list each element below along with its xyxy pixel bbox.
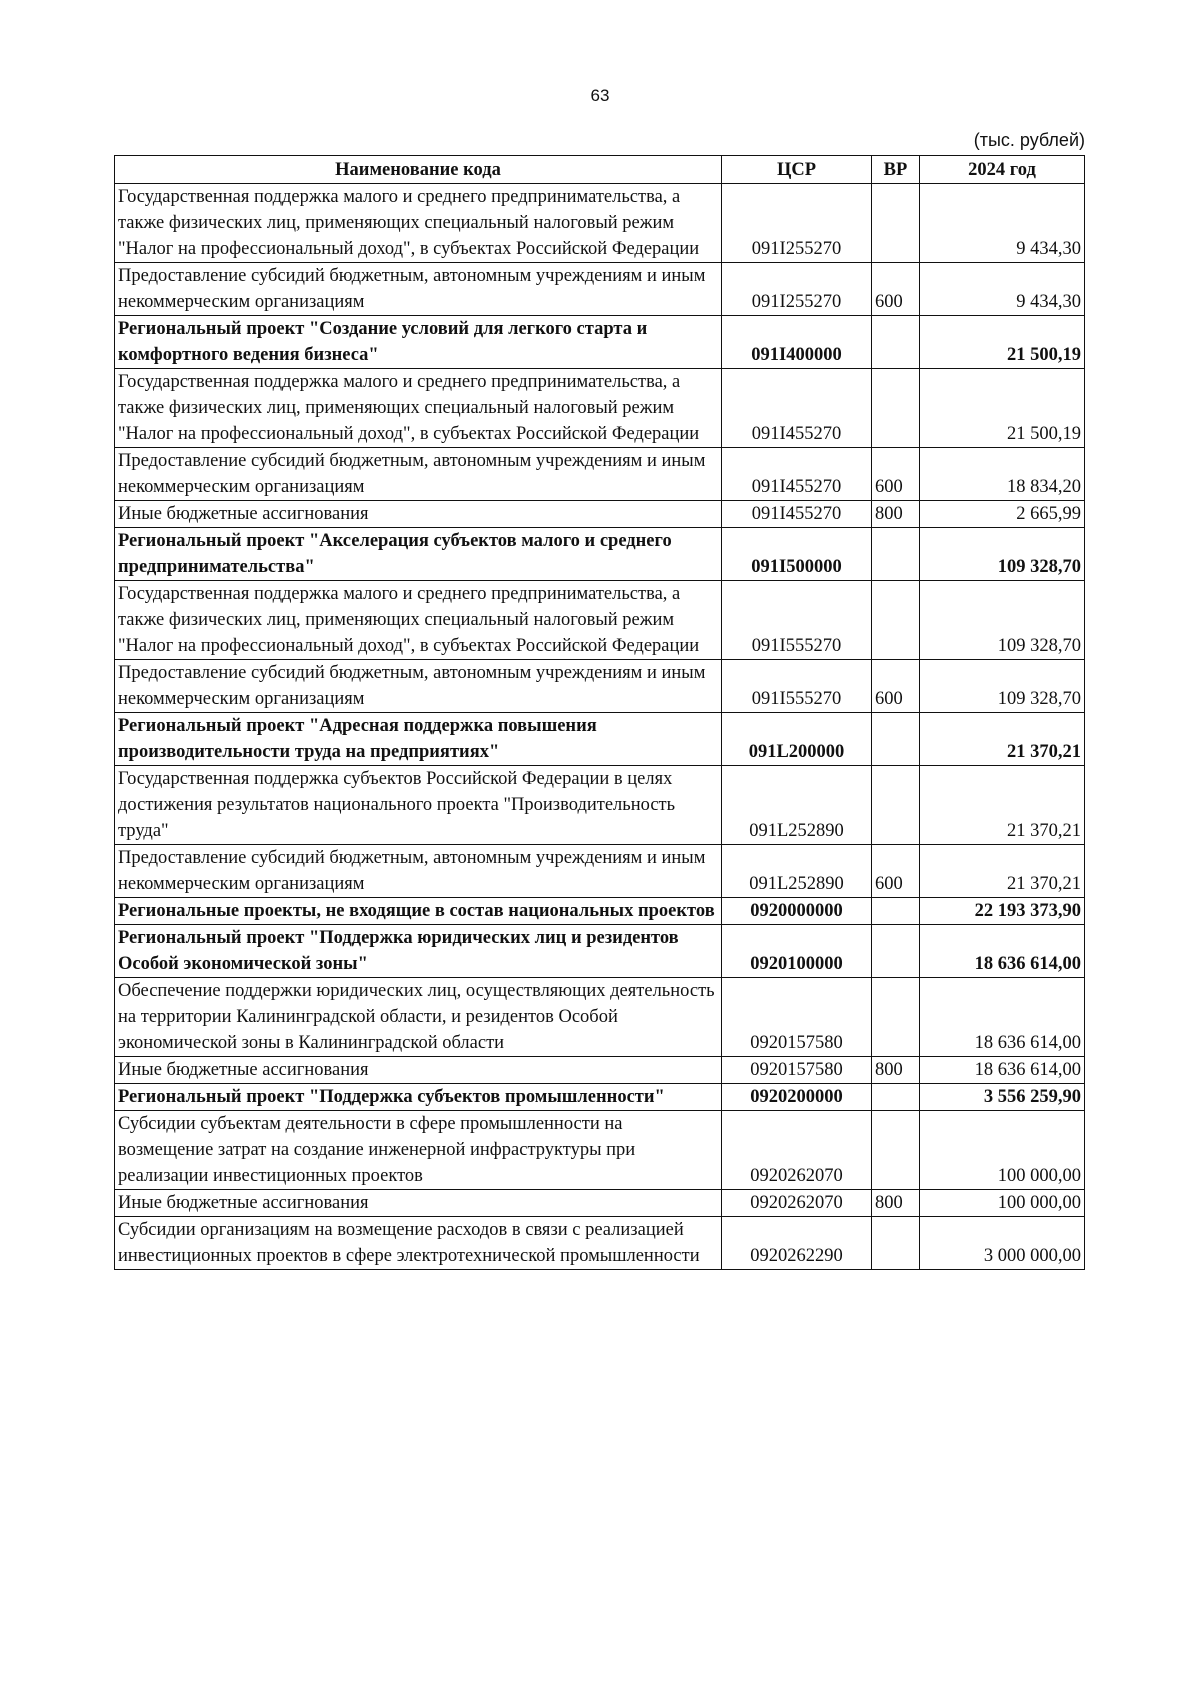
cell-csr: 0920200000: [722, 1084, 872, 1111]
table-row: [115, 581, 1085, 660]
cell-name: Предоставление субсидий бюджетным, автономным учреждениям и иным некоммерческим организациям: [115, 660, 722, 713]
cell-vr: [872, 925, 920, 978]
table-row: [115, 1217, 1085, 1270]
units-caption: (тыс. рублей): [973, 130, 1085, 150]
cell-amount: 18 636 614,00: [920, 1057, 1085, 1084]
header-vr: ВР: [872, 156, 920, 184]
cell-vr: [872, 978, 920, 1057]
cell-csr: 091I455270: [722, 369, 872, 448]
table-row: [115, 898, 1085, 925]
cell-amount: 3 556 259,90: [920, 1084, 1085, 1111]
cell-name: Иные бюджетные ассигнования: [115, 1057, 722, 1084]
cell-amount: 100 000,00: [920, 1111, 1085, 1190]
header-csr: ЦСР: [722, 156, 872, 184]
cell-vr: [872, 713, 920, 766]
cell-amount: 18 834,20: [920, 448, 1085, 501]
cell-vr: 800: [872, 1190, 920, 1217]
cell-vr: [872, 766, 920, 845]
cell-name: Государственная поддержка субъектов Российской Федерации в целях достижения результатов национального проекта "Производительность труда": [115, 766, 722, 845]
cell-csr: 0920262070: [722, 1111, 872, 1190]
cell-vr: [872, 528, 920, 581]
cell-csr: 091I400000: [722, 316, 872, 369]
cell-csr: 0920000000: [722, 898, 872, 925]
cell-vr: 800: [872, 501, 920, 528]
table-row: [115, 316, 1085, 369]
cell-amount: 21 370,21: [920, 845, 1085, 898]
cell-amount: 109 328,70: [920, 581, 1085, 660]
cell-name: Региональный проект "Акселерация субъектов малого и среднего предпринимательства": [115, 528, 722, 581]
cell-amount: 109 328,70: [920, 660, 1085, 713]
cell-vr: [872, 1217, 920, 1270]
cell-vr: [872, 369, 920, 448]
cell-vr: 800: [872, 1057, 920, 1084]
cell-name: Предоставление субсидий бюджетным, автономным учреждениям и иным некоммерческим организациям: [115, 845, 722, 898]
cell-amount: 100 000,00: [920, 1190, 1085, 1217]
table-row: [115, 1190, 1085, 1217]
cell-amount: 2 665,99: [920, 501, 1085, 528]
table-row: [115, 448, 1085, 501]
header-year: 2024 год: [920, 156, 1085, 184]
table-row: [115, 1057, 1085, 1084]
cell-name: Субсидии субъектам деятельности в сфере промышленности на возмещение затрат на создание инженерной инфраструктуры при реализации инвестиционных проектов: [115, 1111, 722, 1190]
cell-csr: 0920157580: [722, 1057, 872, 1084]
cell-vr: 600: [872, 660, 920, 713]
cell-name: Региональный проект "Создание условий для легкого старта и комфортного ведения бизнеса": [115, 316, 722, 369]
cell-name: Предоставление субсидий бюджетным, автономным учреждениям и иным некоммерческим организациям: [115, 448, 722, 501]
cell-csr: 091I255270: [722, 184, 872, 263]
cell-csr: 0920100000: [722, 925, 872, 978]
cell-csr: 091I500000: [722, 528, 872, 581]
cell-vr: 600: [872, 263, 920, 316]
budget-table: [114, 155, 1085, 1270]
table-row: [115, 978, 1085, 1057]
cell-name: Региональный проект "Поддержка юридических лиц и резидентов Особой экономической зоны": [115, 925, 722, 978]
cell-csr: 091L200000: [722, 713, 872, 766]
table-row: [115, 845, 1085, 898]
cell-vr: [872, 581, 920, 660]
table-header-row: [115, 156, 1085, 184]
cell-name: Иные бюджетные ассигнования: [115, 501, 722, 528]
cell-name: Региональный проект "Адресная поддержка повышения производительности труда на предприятиях": [115, 713, 722, 766]
table-row: [115, 766, 1085, 845]
cell-amount: 21 500,19: [920, 369, 1085, 448]
cell-vr: [872, 1084, 920, 1111]
cell-csr: 091I555270: [722, 581, 872, 660]
page-number: 63: [590, 86, 610, 105]
table-body: [115, 184, 1085, 1270]
cell-csr: 091I555270: [722, 660, 872, 713]
cell-amount: 21 370,21: [920, 766, 1085, 845]
table-row: [115, 501, 1085, 528]
cell-amount: 109 328,70: [920, 528, 1085, 581]
cell-name: Государственная поддержка малого и среднего предпринимательства, а также физических лиц, применяющих специальный налоговый режим "Налог на профессиональный доход", в субъектах Российской Федерации: [115, 369, 722, 448]
table-row: [115, 1084, 1085, 1111]
table-row: [115, 925, 1085, 978]
cell-name: Иные бюджетные ассигнования: [115, 1190, 722, 1217]
cell-name: Государственная поддержка малого и среднего предпринимательства, а также физических лиц, применяющих специальный налоговый режим "Налог на профессиональный доход", в субъектах Российской Федерации: [115, 581, 722, 660]
table-row: [115, 263, 1085, 316]
cell-name: Государственная поддержка малого и среднего предпринимательства, а также физических лиц, применяющих специальный налоговый режим "Налог на профессиональный доход", в субъектах Российской Федерации: [115, 184, 722, 263]
cell-vr: [872, 898, 920, 925]
cell-csr: 091L252890: [722, 845, 872, 898]
table-row: [115, 713, 1085, 766]
table-row: [115, 1111, 1085, 1190]
cell-name: Региональные проекты, не входящие в состав национальных проектов: [115, 898, 722, 925]
cell-name: Субсидии организациям на возмещение расходов в связи с реализацией инвестиционных проектов в сфере электротехнической промышленности: [115, 1217, 722, 1270]
cell-amount: 18 636 614,00: [920, 925, 1085, 978]
cell-amount: 21 500,19: [920, 316, 1085, 369]
cell-vr: 600: [872, 845, 920, 898]
cell-name: Обеспечение поддержки юридических лиц, осуществляющих деятельность на территории Калининградской области, и резидентов Особой экономической зоны в Калининградской области: [115, 978, 722, 1057]
cell-vr: 600: [872, 448, 920, 501]
table-row: [115, 660, 1085, 713]
cell-csr: 091I255270: [722, 263, 872, 316]
cell-amount: 21 370,21: [920, 713, 1085, 766]
cell-csr: 0920157580: [722, 978, 872, 1057]
cell-name: Предоставление субсидий бюджетным, автономным учреждениям и иным некоммерческим организациям: [115, 263, 722, 316]
cell-vr: [872, 316, 920, 369]
cell-amount: 18 636 614,00: [920, 978, 1085, 1057]
cell-csr: 091I455270: [722, 448, 872, 501]
cell-amount: 3 000 000,00: [920, 1217, 1085, 1270]
cell-csr: 091L252890: [722, 766, 872, 845]
cell-csr: 0920262070: [722, 1190, 872, 1217]
cell-amount: 9 434,30: [920, 263, 1085, 316]
table-row: [115, 184, 1085, 263]
cell-amount: 22 193 373,90: [920, 898, 1085, 925]
cell-amount: 9 434,30: [920, 184, 1085, 263]
table-row: [115, 528, 1085, 581]
cell-vr: [872, 184, 920, 263]
cell-csr: 091I455270: [722, 501, 872, 528]
header-name: Наименование кода: [115, 156, 722, 184]
cell-csr: 0920262290: [722, 1217, 872, 1270]
cell-name: Региональный проект "Поддержка субъектов промышленности": [115, 1084, 722, 1111]
table-row: [115, 369, 1085, 448]
cell-vr: [872, 1111, 920, 1190]
